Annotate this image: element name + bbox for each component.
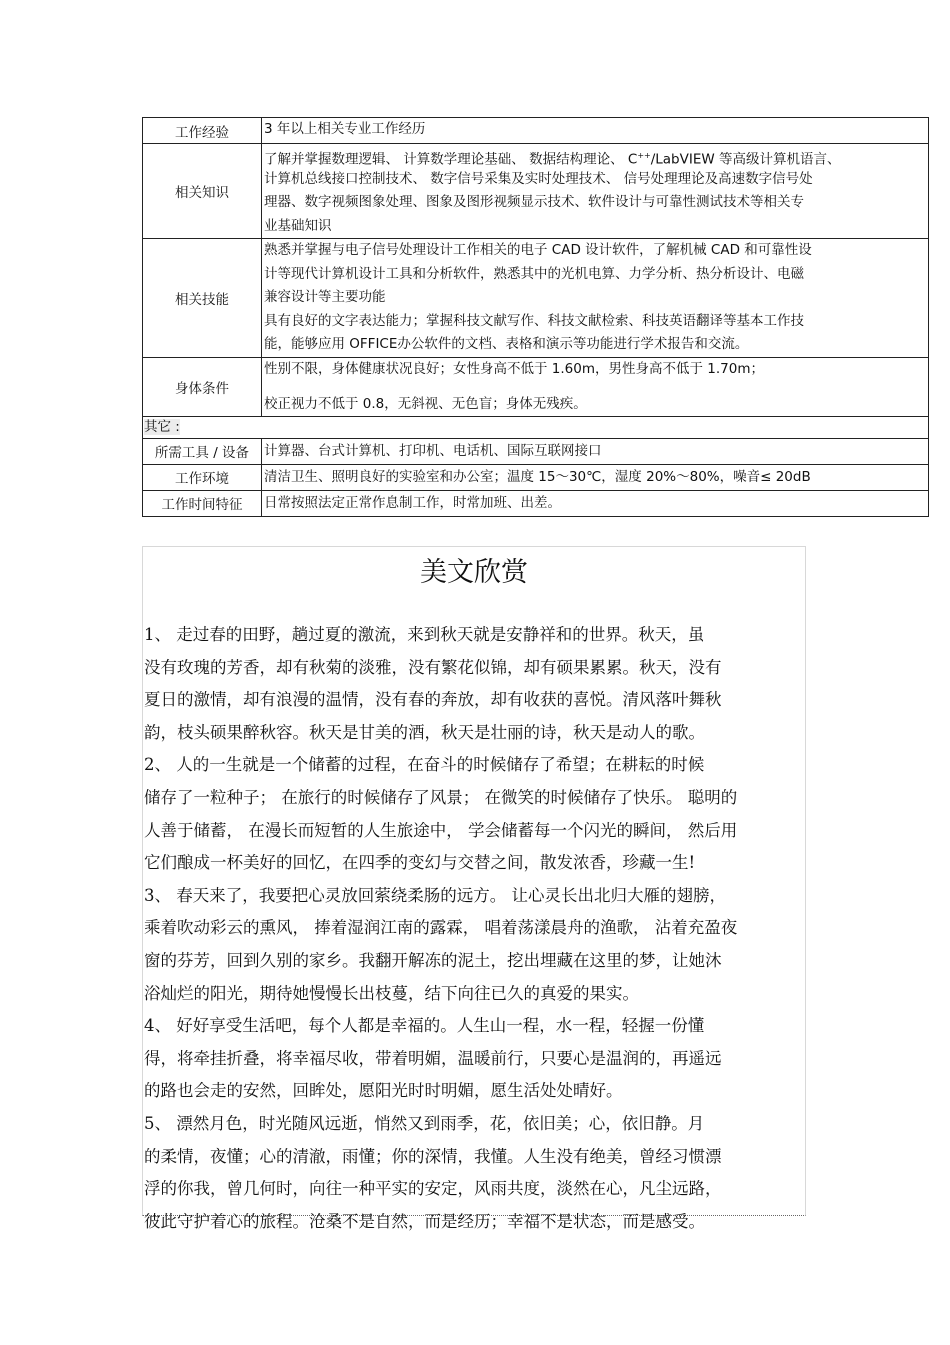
row-label: 工作时间特征 bbox=[143, 491, 262, 516]
table-row-tools bbox=[142, 439, 929, 465]
row-line: 日常按照法定正常作息制工作，时常加班、出差。 bbox=[264, 494, 561, 511]
essay-line: 1、 走过春的田野，趟过夏的激流，来到秋天就是安静祥和的世界。秋天，虽 bbox=[144, 625, 705, 644]
row-line: 理器、数字视频图象处理、图象及图形视频显示技术、软件设计与可靠性测试技术等相关专 bbox=[264, 194, 804, 210]
essay-line: 夏日的激情，却有浪漫的温情，没有春的奔放，却有收获的喜悦。清风落叶舞秋 bbox=[144, 690, 722, 710]
other-heading-text: 其它 : bbox=[144, 418, 180, 435]
row-value bbox=[262, 465, 928, 490]
essay-line: 的柔情，夜懂；心的清澈，雨懂；你的深情，我懂。人生没有绝美，曾经习惯漂 bbox=[144, 1146, 722, 1166]
essay-line: 彼此守护着心的旅程。沧桑不是自然，而是经历；幸福不是状态，而是感受。 bbox=[144, 1211, 705, 1231]
row-line bbox=[264, 144, 928, 168]
row-line: 计算机总线接口控制技术、 数字信号采集及实时处理技术、 信号处理理论及高速数字信号处 bbox=[264, 170, 813, 187]
essay-line: 没有玫瑰的芳香，却有秋菊的淡雅，没有繁花似锦，却有硕果累累。秋天，没有 bbox=[144, 657, 722, 677]
table-row-physical bbox=[142, 358, 929, 417]
essay-line: 2、 人的一生就是一个储蓄的过程，在奋斗的时候储存了希望；在耕耘的时候 bbox=[144, 755, 705, 775]
row-label: 所需工具 / 设备 bbox=[143, 439, 262, 464]
row-line: 性别不限，身体健康状况良好；女性身高不低于 1.60m，男性身高不低于 1.70m； bbox=[264, 360, 765, 377]
row-label: 工作经验 bbox=[143, 118, 262, 143]
essay-line: 得，将牵挂折叠，将幸福尽收，带着明媚，温暖前行，只要心是温润的，再遥远 bbox=[144, 1048, 722, 1068]
essay-line: 的路也会走的安然，回眸处，愿阳光时时明媚，愿生活处处晴好。 bbox=[144, 1081, 623, 1101]
essay-line: 窗的芬芳，回到久别的家乡。我翻开解冻的泥土，挖出埋藏在这里的梦，让她沐 bbox=[144, 950, 722, 970]
row-line: 清洁卫生、照明良好的实验室和办公室；温度 15～30℃，湿度 20%～80%，噪音≤ 20dB bbox=[264, 468, 811, 485]
row-label: 身体条件 bbox=[143, 358, 262, 416]
essay-line: 浮的你我，曾几何时，向往一种平实的安定，风雨共度，淡然在心，凡尘远路， bbox=[144, 1179, 722, 1199]
row-label: 工作环境 bbox=[143, 465, 262, 490]
table-row-knowledge bbox=[142, 144, 929, 239]
row-value bbox=[262, 358, 928, 416]
row-line: 熟悉并掌握与电子信号处理设计工作相关的电子 CAD 设计软件，了解机械 CAD 和可靠性设 bbox=[264, 242, 812, 258]
row-value bbox=[262, 144, 928, 238]
row-line: 具有良好的文字表达能力；掌握科技文献写作、科技文献检索、科技英语翻译等基本工作技 bbox=[264, 312, 804, 329]
essay-line: 人善于储蓄， 在漫长而短暂的人生旅途中， 学会储蓄每一个闪光的瞬间， 然后用 bbox=[144, 820, 738, 840]
essay-line: 浴灿烂的阳光，期待她慢慢长出枝蔓，结下向往已久的真爱的果实。 bbox=[144, 983, 639, 1003]
row-line: 3 年以上相关专业工作经历 bbox=[264, 121, 426, 137]
row-line: 计等现代计算机设计工具和分析软件，熟悉其中的光机电算、力学分析、热分析设计、电磁 bbox=[264, 265, 804, 282]
row-line: 校正视力不低于 0.8，无斜视、无色盲；身体无残疾。 bbox=[264, 395, 587, 412]
table-row-experience bbox=[142, 117, 929, 144]
table-row-work-time bbox=[142, 491, 929, 517]
row-line: 兼容设计等主要功能 bbox=[264, 289, 386, 305]
row-value bbox=[262, 239, 928, 357]
essay-box bbox=[142, 546, 806, 1231]
row-line: 计算器、台式计算机、打印机、电话机、国际互联网接口 bbox=[264, 442, 602, 459]
row-label: 相关技能 bbox=[143, 239, 262, 357]
row-value bbox=[262, 491, 928, 516]
essay-line: 5、 漂然月色，时光随风远逝，悄然又到雨季，花，依旧美；心，依旧静。月 bbox=[144, 1113, 705, 1133]
row-line: 能，能够应用 OFFICE办公软件的文档、表格和演示等功能进行学术报告和交流。 bbox=[264, 336, 749, 352]
row-value bbox=[262, 439, 928, 464]
row-label: 相关知识 bbox=[143, 144, 262, 238]
essay-line: 3、 春天来了，我要把心灵放回萦绕柔肠的远方。 让心灵长出北归大雁的翅膀， bbox=[144, 885, 726, 905]
other-heading bbox=[143, 417, 180, 438]
superscript: ++ bbox=[637, 151, 651, 160]
table-row-skills bbox=[142, 239, 929, 358]
essay-line: 乘着吹动彩云的熏风， 捧着湿润江南的露霖， 唱着荡漾晨舟的渔歌， 沾着充盈夜 bbox=[144, 918, 738, 938]
essay-line: 韵，枝头硕果醉秋容。秋天是甘美的酒，秋天是壮丽的诗，秋天是动人的歌。 bbox=[144, 722, 705, 742]
essay-line: 它们酿成一杯美好的回忆，在四季的变幻与交替之间，散发浓香，珍藏一生! bbox=[144, 853, 696, 873]
essay-line: 4、 好好享受生活吧，每个人都是幸福的。人生山一程，水一程，轻握一份懂 bbox=[144, 1016, 705, 1036]
job-requirements-table bbox=[142, 117, 929, 517]
essay-title: 美文欣赏 bbox=[420, 557, 528, 588]
essay-line: 储存了一粒种子； 在旅行的时候储存了风景； 在微笑的时候储存了快乐。 聪明的 bbox=[144, 787, 738, 807]
row-line: 业基础知识 bbox=[264, 217, 332, 234]
table-row-other bbox=[142, 417, 929, 439]
row-line-text: /LabVIEW 等高级计算机语言、 bbox=[650, 151, 841, 168]
row-value bbox=[262, 118, 928, 143]
essay-body bbox=[144, 619, 805, 1238]
row-line-text: 了解并掌握数理逻辑、 计算数学理论基础、 数据结构理论、 C bbox=[264, 151, 638, 168]
table-row-environment bbox=[142, 465, 929, 491]
